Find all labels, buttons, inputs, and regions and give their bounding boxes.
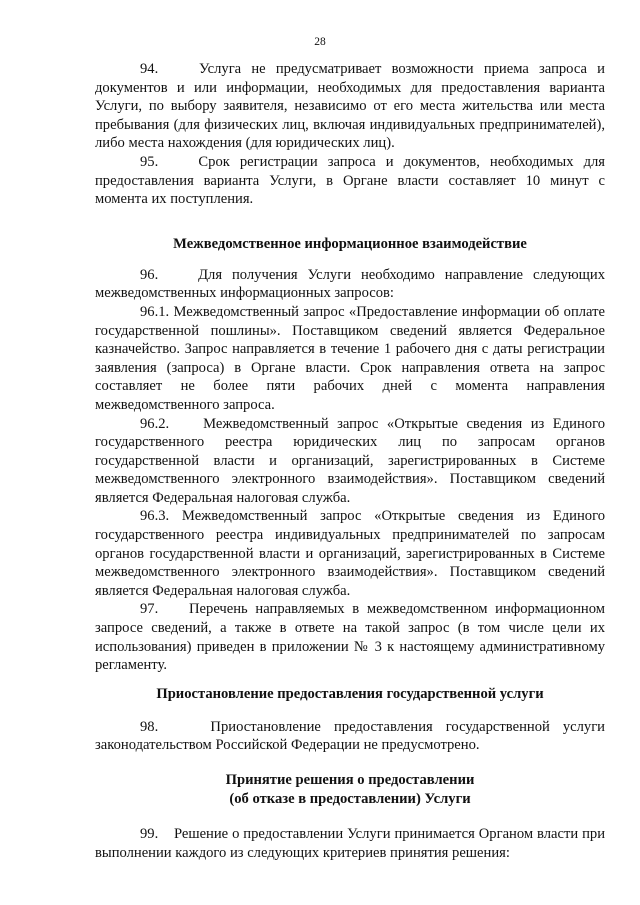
heading-suspension: Приостановление предоставления государственной услуги <box>156 685 544 702</box>
paragraph-96: 96. Для получения Услуги необходимо направление следующих межведомственных информационных запросов: <box>95 266 605 302</box>
paragraph-96-3: 96.3. Межведомственный запрос «Открытые сведения из Единого государственного реестра индивидуальных предпринимателей по запросам органов государственной власти и организаций, зарегистрированных в Системе межведомственного электронного взаимодействия». Поставщиком сведений является Федеральная налоговая служба. <box>95 508 605 599</box>
paragraph-96-1: 96.1. Межведомственный запрос «Предоставление информации об оплате государственной пошлины». Поставщиком сведений является Федеральное казначейство. Запрос направляется в течение 1 рабочего дня с даты регистрации заявления (запроса) в Органе власти. Срок направления ответа на запрос составляет не более пяти рабочих дней с момента направления межведомственного запроса. <box>95 303 605 413</box>
paragraph-95: 95. Срок регистрации запроса и документов, необходимых для предоставления варианта Услуги, в Органе власти составляет 10 минут с момента их поступления. <box>95 153 605 208</box>
heading-decision <box>95 771 605 809</box>
paragraph-97: 97. Перечень направляемых в межведомственном информационном запросе сведений, а также в ответе на такой запрос (в том числе цели их использования) приведен в приложении № 3 к настоящему административному регламенту. <box>95 601 605 674</box>
heading-interagency-interaction: Межведомственное информационное взаимодействие <box>173 235 527 252</box>
paragraph-94: 94. Услуга не предусматривает возможности приема запроса и документов и или информации, необходимых для предоставления варианта Услуги, по выбору заявителя, независимо от его места жительства или места пребывания (для физических лиц, включая индивидуальных предпринимателей), либо места нахождения (для юридических лиц). <box>95 61 605 152</box>
document-body <box>95 60 605 862</box>
paragraph-99: 99. Решение о предоставлении Услуги принимается Органом власти при выполнении каждого из следующих критериев принятия решения: <box>95 826 605 861</box>
page-number: 28 <box>314 36 326 48</box>
heading-decision-line-1: Принятие решения о предоставлении <box>225 772 475 788</box>
heading-decision-line-2: (об отказе в предоставлении) Услуги <box>229 791 471 807</box>
paragraph-96-2: 96.2. Межведомственный запрос «Открытые сведения из Единого государственного реестра юридических лиц по запросам органов государственной власти и организаций, зарегистрированных в Системе межведомственного электронного взаимодействия». Поставщиком сведений является Федеральная налоговая служба. <box>95 415 605 506</box>
paragraph-98: 98. Приостановление предоставления государственной услуги законодательством Российской Федерации не предусмотрено. <box>95 718 605 754</box>
